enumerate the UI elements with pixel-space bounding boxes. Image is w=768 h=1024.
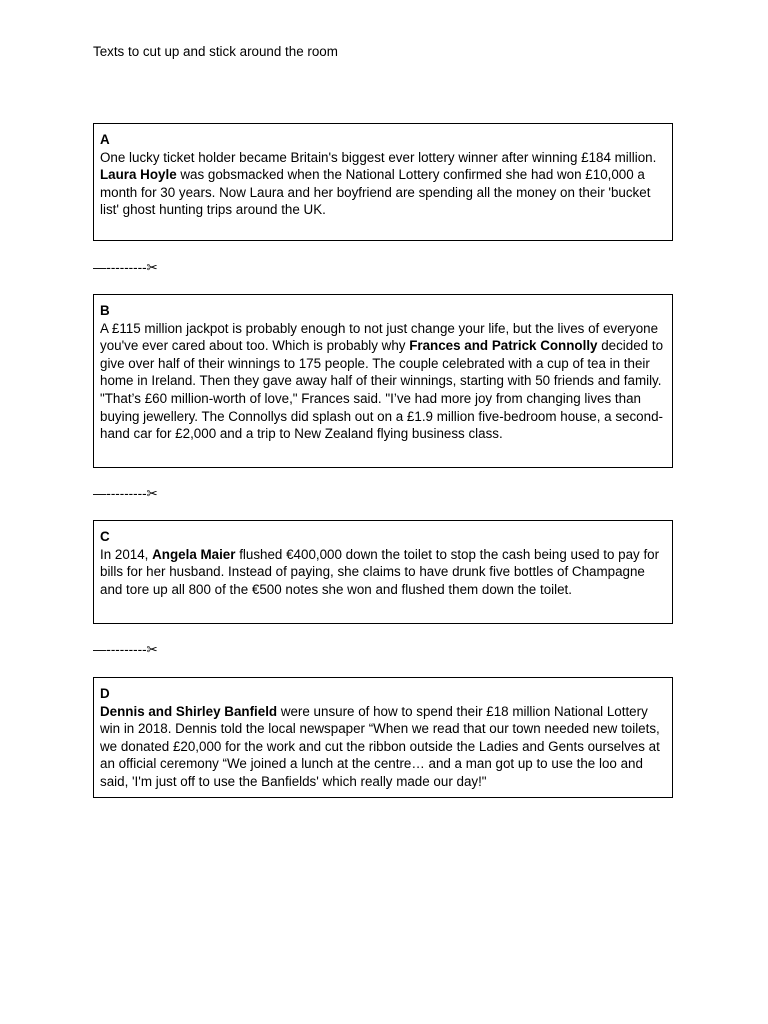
text-card-c bbox=[93, 520, 673, 624]
card-letter: C bbox=[100, 529, 110, 544]
winner-name: Frances and Patrick Connolly bbox=[409, 338, 598, 354]
page-heading: Texts to cut up and stick around the room bbox=[93, 44, 338, 59]
card-body bbox=[100, 150, 656, 218]
cut-line-2: —---------✂ bbox=[93, 486, 158, 501]
winner-name: Dennis and Shirley Banfield bbox=[100, 703, 278, 719]
card-text: was gobsmacked when the National Lottery confirmed she had won £10,000 a month for 30 years. Now Laura and her boyfriend are spending all the money on their 'bucket list' ghost hunting trips around the UK. bbox=[100, 167, 651, 218]
text-card-b bbox=[93, 294, 673, 468]
card-text: A £115 million jackpot is probably enough to not just change your life, but the lives of everyone you've ever cared about too. Which is probably why bbox=[100, 320, 659, 354]
winner-name: Angela Maier bbox=[152, 546, 236, 562]
card-body bbox=[100, 547, 659, 597]
text-card-d bbox=[93, 677, 673, 798]
text-card-a bbox=[93, 123, 673, 241]
card-letter: A bbox=[100, 132, 110, 147]
card-text: were unsure of how to spend their £18 million National Lottery win in 2018. Dennis told the local newspaper “When we read that our town needed new toilets, we donated £20,000 for the work and cut the ribbon outside the Ladies and Gents ourselves at an official ceremony “We joined a lunch at the centre… and a man got up to use the loo and said, 'I'm just off to use the Banfields' which really made our day!" bbox=[100, 703, 660, 789]
cut-line-3: —---------✂ bbox=[93, 642, 158, 657]
cut-line-1: —---------✂ bbox=[93, 260, 158, 275]
card-text: One lucky ticket holder became Britain's biggest ever lottery winner after winning £184 million. bbox=[100, 149, 657, 165]
card-text: In 2014, bbox=[100, 546, 153, 562]
winner-name: Laura Hoyle bbox=[100, 167, 177, 183]
card-text: flushed €400,000 down the toilet to stop the cash being used to pay for bills for her husband. Instead of paying, she claims to have drunk five bottles of Champagne and tore up all 800 of the €500 notes she won and flushed them down the toilet. bbox=[100, 546, 660, 597]
card-letter: D bbox=[100, 686, 110, 701]
card-text: decided to give over half of their winnings to 175 people. The couple celebrated with a cup of tea in their home in Ireland. Then they gave away half of their winnings, starting with 50 friends and family. "That’s £60 million-worth of love," Frances said. "I’ve had more joy from changing lives than buying jewellery. The Connollys did splash out on a £1.9 million five-bedroom house, a second-hand car for £2,000 and a trip to New Zealand flying business class. bbox=[100, 338, 664, 442]
card-body bbox=[100, 321, 663, 442]
card-body bbox=[100, 704, 660, 789]
card-letter: B bbox=[100, 303, 110, 318]
